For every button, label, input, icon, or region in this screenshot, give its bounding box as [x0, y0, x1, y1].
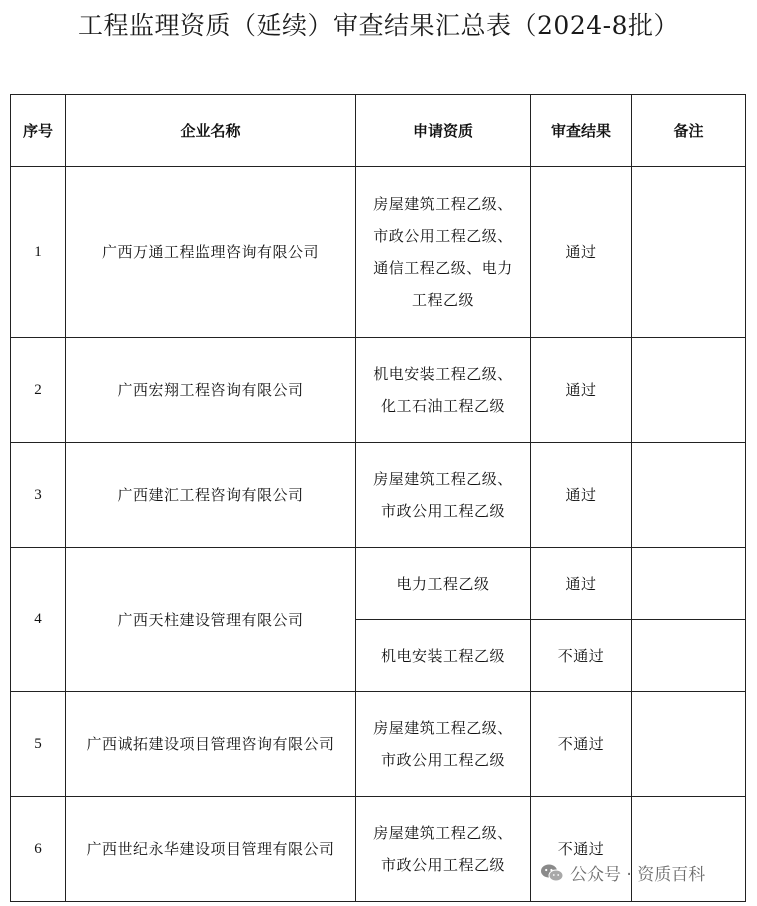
qualification-cell — [356, 620, 531, 692]
qualification-line: 化工石油工程乙级 — [380, 397, 505, 415]
header-company: 企业名称 — [66, 95, 356, 167]
remark-cell — [632, 797, 746, 902]
remark-cell — [632, 338, 746, 443]
table-row — [11, 338, 746, 443]
qualification-cell — [356, 548, 531, 620]
remark-cell — [632, 167, 746, 338]
company-name: 广西天柱建设管理有限公司 — [66, 548, 356, 692]
remark-cell — [632, 692, 746, 797]
review-result: 通过 — [531, 548, 632, 620]
qualification-line: 电力工程乙级 — [396, 574, 490, 593]
review-result: 不通过 — [531, 620, 632, 692]
header-result: 审查结果 — [531, 95, 632, 167]
qualification-cell — [356, 692, 531, 797]
row-no: 6 — [11, 797, 66, 902]
company-name: 广西万通工程监理咨询有限公司 — [66, 167, 356, 338]
review-result: 通过 — [531, 167, 632, 338]
qualification-line: 市政公用工程乙级 — [380, 856, 505, 874]
qualification-line: 市政公用工程乙级 — [380, 502, 505, 520]
qualification-line: 市政公用工程乙级、 — [373, 227, 513, 245]
qualification-line: 通信工程乙级、电力 — [373, 259, 513, 277]
qualification-line: 房屋建筑工程乙级、 — [373, 719, 513, 737]
table-row — [11, 443, 746, 548]
review-result: 通过 — [531, 443, 632, 548]
company-name: 广西诚拓建设项目管理咨询有限公司 — [66, 692, 356, 797]
qualification-line: 房屋建筑工程乙级、 — [373, 195, 513, 213]
qualification-cell — [356, 167, 531, 338]
qualification-cell — [356, 443, 531, 548]
remark-cell — [632, 443, 746, 548]
results-table — [10, 94, 746, 902]
header-remark: 备注 — [632, 95, 746, 167]
row-no: 5 — [11, 692, 66, 797]
watermark — [540, 860, 705, 885]
company-name: 广西世纪永华建设项目管理有限公司 — [66, 797, 356, 902]
qualification-line: 机电安装工程乙级、 — [373, 365, 513, 383]
qualification-line: 房屋建筑工程乙级、 — [373, 470, 513, 488]
remark-cell — [632, 548, 746, 620]
qualification-line: 房屋建筑工程乙级、 — [373, 824, 513, 842]
qualification-line: 机电安装工程乙级 — [380, 646, 505, 665]
row-no: 4 — [11, 548, 66, 692]
table-row — [11, 692, 746, 797]
qualification-line: 工程乙级 — [411, 291, 474, 309]
review-result: 不通过 — [531, 797, 632, 902]
table-row — [11, 548, 746, 620]
header-qualification: 申请资质 — [356, 95, 531, 167]
review-result: 通过 — [531, 338, 632, 443]
page-title: 工程监理资质（延续）审查结果汇总表（2024-8批） — [78, 11, 679, 40]
watermark-text: 公众号 · 资质百科 — [570, 865, 706, 885]
row-no: 1 — [11, 167, 66, 338]
table-header-row — [11, 95, 746, 167]
header-no: 序号 — [11, 95, 66, 167]
table-row — [11, 797, 746, 902]
qualification-line: 市政公用工程乙级 — [380, 751, 505, 769]
row-no: 3 — [11, 443, 66, 548]
company-name: 广西宏翔工程咨询有限公司 — [66, 338, 356, 443]
wechat-icon — [540, 862, 564, 884]
qualification-cell — [356, 338, 531, 443]
table-row — [11, 167, 746, 338]
qualification-cell — [356, 797, 531, 902]
review-result: 不通过 — [531, 692, 632, 797]
row-no: 2 — [11, 338, 66, 443]
remark-cell — [632, 620, 746, 692]
company-name: 广西建汇工程咨询有限公司 — [66, 443, 356, 548]
